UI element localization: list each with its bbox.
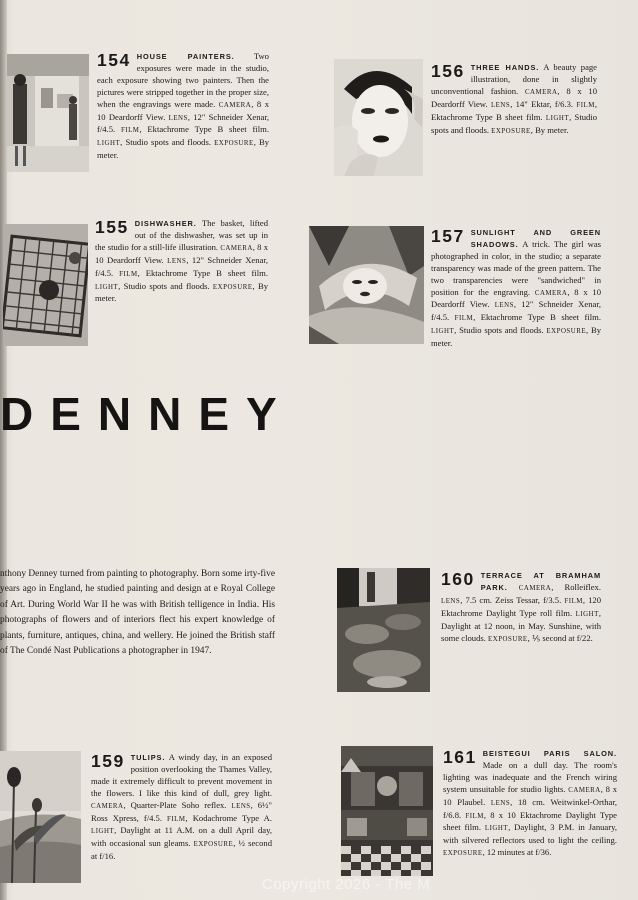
caption-number: 159: [91, 751, 125, 771]
caption-title: SUNLIGHT AND GREEN SHADOWS.: [470, 228, 601, 249]
photo-154-house-painters: [7, 54, 89, 172]
photo-157-sunlight-green-shadows: [309, 226, 424, 344]
caption-156: 156 THREE HANDS. A beauty page illustration, done in slightly unconventional fashion. CAMERA, 8 x 10 Deardorff View. LENS, 14" Ektar, f/6.3. FILM, Ektachrome Type B sheet film. LIGHT, Studio spots and floods. EXPOSURE, By meter.: [431, 61, 598, 135]
photo-161-beistegui-salon: [341, 746, 433, 876]
photo-159-tulips: [0, 751, 81, 883]
caption-title: TULIPS.: [130, 753, 166, 762]
caption-number: 156: [431, 61, 465, 81]
photo-156-three-hands: [334, 59, 423, 176]
photo-155-dishwasher: [3, 224, 88, 346]
caption-155: 155 DISHWASHER. The basket, lifted out of the dishwasher, was set up in the studio for a still-life illustration. CAMERA, 8 x 10 Deardorff View. LENS, 12" Schneider Xenar, f/4.5. FILM, Ektachrome Type B sheet film. LIGHT, Studio spots and floods. EXPOSURE, By meter.: [95, 217, 269, 304]
caption-number: 161: [443, 747, 477, 767]
caption-159: 159 TULIPS. A windy day, in an exposed position overlooking the Thames Valley, made it extremely difficult to prevent movement in the flowers. I like this kind of dull, grey light. CAMERA, Quarter-Plate Soho reflex. LENS, 6½" Ross Xpress, f/4.5. FILM, Kodachrome Type A. LIGHT, Daylight at 11 A.M. on a dull April day, with occasional sun gleams. EXPOSURE, ½ second at f/16.: [91, 751, 272, 862]
caption-title: THREE HANDS.: [470, 63, 540, 72]
caption-number: 154: [97, 50, 131, 70]
caption-161: 161 BEISTEGUI PARIS SALON. Made on a dull day. The room's lighting was inadequate and the French wiring system unsuitable for studio lights. CAMERA, 8 x 10 Plaubel. LENS, 18 cm. Weitwinkel-Orthar, f/6.8. FILM, 8 x 10 Ektachrome Daylight Type sheet film. LIGHT, Daylight, 3 P.M. in January, with silvered reflectors used to light the ceiling. EXPOSURE, 12 minutes at f/36.: [443, 747, 618, 858]
caption-number: 160: [441, 569, 475, 589]
caption-number: 155: [95, 217, 129, 237]
caption-title: TERRACE AT BRAMHAM PARK.: [480, 571, 601, 592]
photographer-bio: nthony Denney turned from painting to photography. Born some irty-five years ago in England, he studied painting and design at e Royal College of Art. During World War II he was with British telligence in India. His photographs of flowers and of interiors flect his expert knowledge of plants, furniture, antiques, china, and wellery. He joined the British staff of The Condé Nast Publications a photographer in 1947.: [0, 569, 275, 657]
photo-160-terrace-bramham: [337, 568, 430, 692]
caption-title: DISHWASHER.: [134, 219, 197, 228]
copyright-watermark: Copyright 2026 - The M: [262, 876, 431, 893]
caption-160: 160 TERRACE AT BRAMHAM PARK. CAMERA, Rolleiflex. LENS, 7.5 cm. Zeiss Tessar, f/3.5. FILM, 120 Ektachrome Daylight Type roll film. LIGHT, Daylight at 12 noon, in May. Sunshine, with some clouds. EXPOSURE, ⅕ second at f/22.: [441, 569, 602, 643]
photographer-name: DENNEY: [0, 388, 294, 440]
caption-number: 157: [431, 226, 465, 246]
caption-157: 157 SUNLIGHT AND GREEN SHADOWS. A trick. The girl was photographed in color, in the studio; a separate transparency was made of the green pattern. The two transparencies were "sandwiched" in position for the engraving. CAMERA, 8 x 10 Deardorff View. LENS, 12" Schneider Xenar, f/4.5. FILM, Ektachrome Type B sheet film. LIGHT, Studio spots and floods. EXPOSURE, By meter.: [431, 226, 601, 349]
caption-154: 154 HOUSE PAINTERS. Two exposures were made in the studio, each exposure showing two painters. Then the pictures were stripped together in the proper size, when the engravings were made. CAMERA, 8 x 10 Deardorff View. LENS, 12" Schneider Xenar, f/4.5. FILM, Ektachrome Type B sheet film. LIGHT, Studio spots and floods. EXPOSURE, By meter.: [97, 50, 270, 161]
caption-title: BEISTEGUI PARIS SALON.: [482, 749, 617, 758]
caption-title: HOUSE PAINTERS.: [136, 52, 235, 61]
